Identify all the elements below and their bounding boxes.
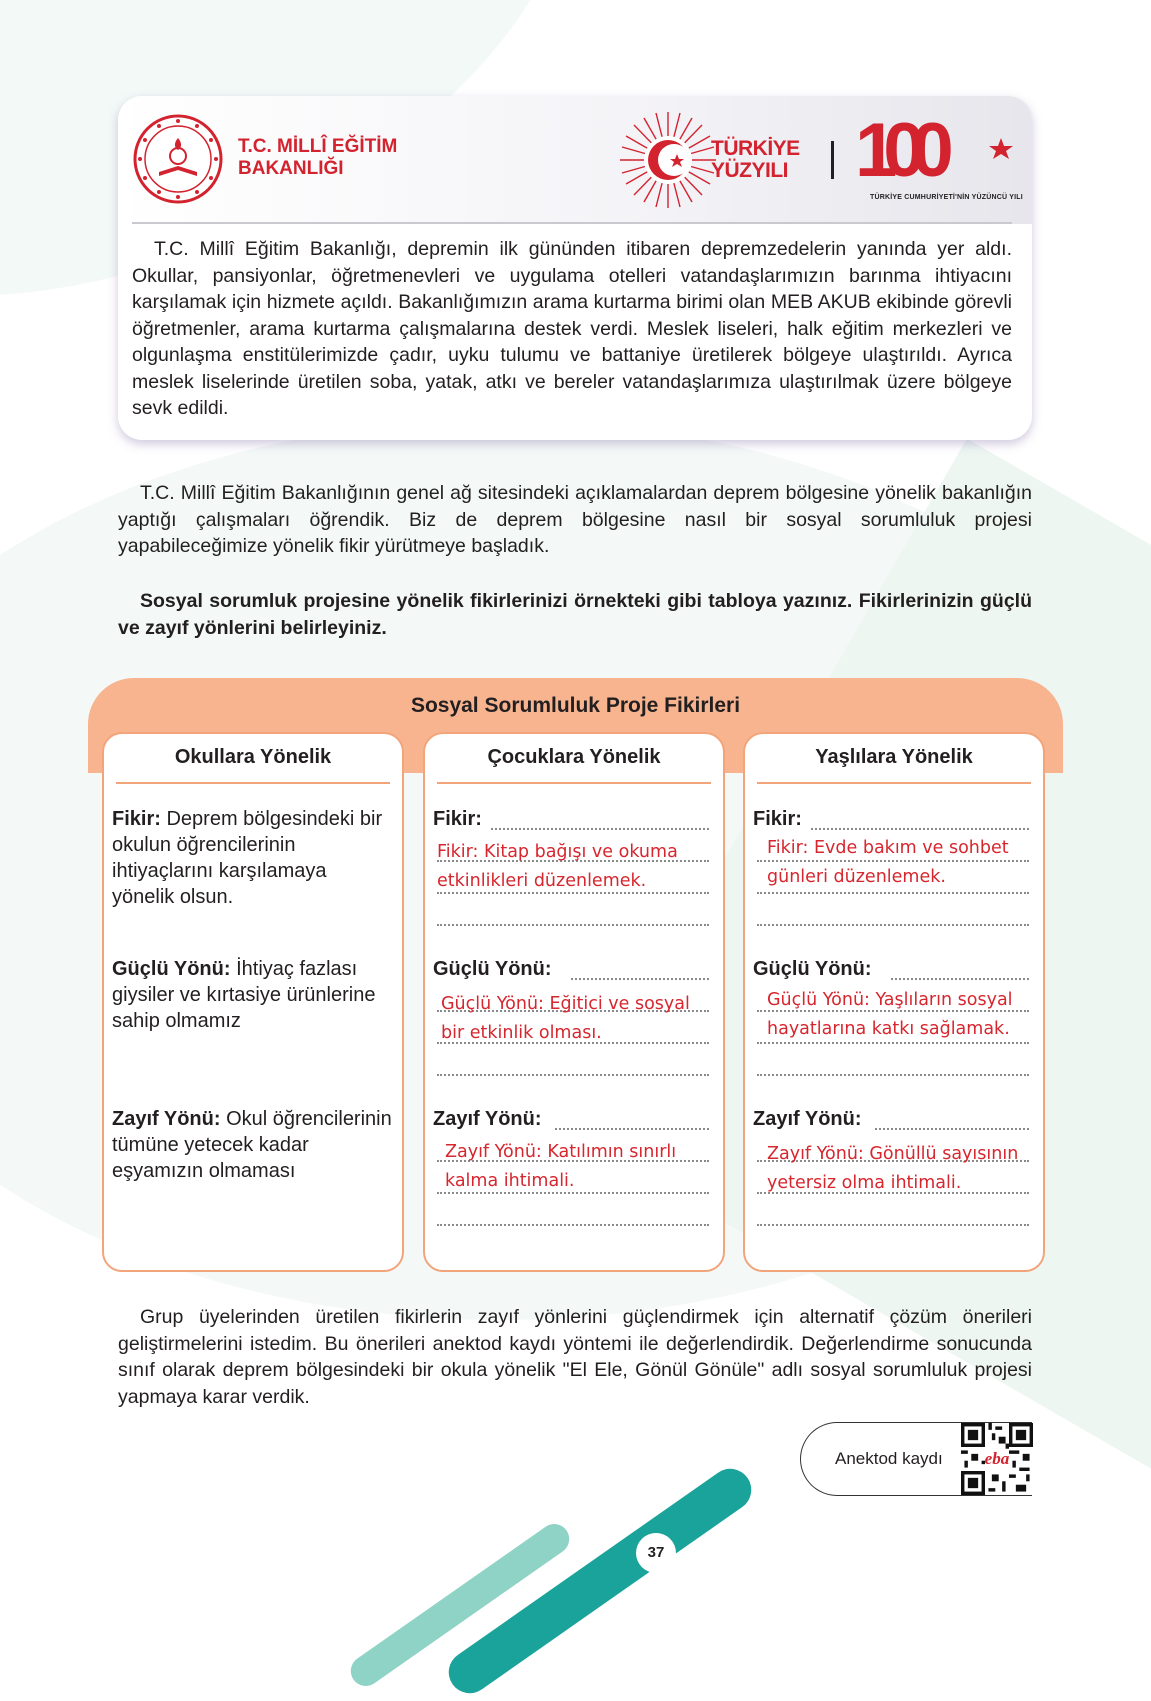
instruction-text: Sosyal sorumluk projesine yönelik fikirlerinizi örnekteki gibi tabloya yazınız. Fikirlerinizin güçlü ve zayıf yönlerini belirleyiniz. [118, 590, 1032, 639]
qr-link[interactable] [800, 1422, 1032, 1496]
idea-label: Fikir: [112, 808, 161, 830]
divider [132, 222, 1012, 224]
handwritten-weakness: Zayıf Yönü: Gönüllü sayısının yetersiz olma ihtimali. [767, 1144, 1019, 1193]
weakness-label: Zayıf Yönü: [753, 1108, 862, 1130]
svg-text:eba: eba [984, 1449, 1010, 1469]
qr-code-icon[interactable] [961, 1423, 1033, 1495]
turkiye-yuzyili-text [711, 138, 800, 182]
handwritten-strength: Güçlü Yönü: Eğitici ve sosyal bir etkinlik olması. [441, 994, 690, 1043]
svg-text:100: 100 [855, 108, 940, 188]
meb-name-line1: T.C. MİLLÎ EĞİTİM [238, 136, 398, 157]
handwritten-weakness: Zayıf Yönü: Katılımın sınırlı kalma ihtimali. [445, 1142, 677, 1191]
strength-label: Güçlü Yönü: [433, 958, 552, 980]
idea-text: Deprem bölgesindeki bir okulun öğrencilerinin ihtiyaçlarını karşılamaya yönelik olsun. [112, 808, 383, 908]
column-elderly [743, 732, 1045, 1272]
divider [437, 782, 711, 784]
answer-line [757, 1224, 1029, 1226]
column-schools [102, 732, 404, 1272]
idea-section [112, 806, 394, 910]
strength-label: Güçlü Yönü: [753, 958, 872, 980]
centennial-caption: TÜRKİYE CUMHURİYETİ'NİN YÜZÜNCÜ YILI [870, 194, 1023, 201]
answer-line [437, 1224, 709, 1226]
answer-line [891, 978, 1029, 980]
divider [757, 782, 1031, 784]
meb-name [238, 136, 397, 180]
page-number: 37 [636, 1533, 676, 1573]
divider [116, 782, 390, 784]
answer-line [555, 1128, 709, 1130]
paragraph-text: Grup üyelerinden üretilen fikirlerin zayıf yönlerini güçlendirmek için alternatif çözüm önerileri geliştirmelerini istedim. Bu önerileri anektod kaydı yöntemi ile değerlendirdik. Değerlendirme sonucunda sınıf olarak deprem bölgesindeki bir okula yönelik "El Ele, Gönül Gönüle" adlı sosyal sorumluluk projesi yapmaya karar verdik. [118, 1306, 1032, 1408]
instruction [118, 588, 1032, 641]
intro-card [118, 96, 1032, 440]
intro-text [132, 236, 1012, 422]
handwritten-idea: Fikir: Kitap bağışı ve okuma etkinlikleri düzenlemek. [437, 842, 678, 891]
answer-line [757, 892, 1029, 894]
answer-line [571, 978, 709, 980]
paragraph-text: T.C. Millî Eğitim Bakanlığının genel ağ sitesindeki açıklamalardan deprem bölgesine yönelik bakanlığın yaptığı çalışmaları öğrendik. Biz de deprem bölgesine nasıl bir sosyal sorumluluk projesi yapabileceğimize yönelik fikir yürütmeye başladık. [118, 482, 1032, 557]
answer-line [437, 1074, 709, 1076]
answer-line [491, 828, 709, 830]
intro-text-body: T.C. Millî Eğitim Bakanlığı, depremin ilk gününden itibaren depremzedelerin yanında yer aldı. Okullar, pansiyonlar, öğretmenevleri ve uygulama otelleri vatandaşlarımızın barınma ihtiyacını karşılamak için hizmete açıldı. Bakanlığımızın arama kurtarma birimi olan MEB AKUB ekibinde görevli öğretmenler, arama kurtarma çalışmalarına destek verdi. Meslek liseleri, halk eğitim merkezleri ve olgunlaşma enstitülerimizde çadır, uyku tulumu ve battaniye üretilerek bölgeye ulaştırıldı. Ayrıca meslek liselerinde üretilen soba, yatak, atkı ve bereler vatandaşlarımıza ulaştırılmak üzere bölgeye sevk edildi. [132, 238, 1012, 419]
weakness-text: Okul öğrencilerinin tümüne yetecek kadar eşyamızın olmaması [112, 1108, 392, 1182]
weakness-label: Zayıf Yönü: [433, 1108, 542, 1130]
answer-line [875, 1128, 1029, 1130]
paragraph [118, 1304, 1032, 1410]
strength-section [112, 956, 394, 1034]
answer-line [757, 1074, 1029, 1076]
answer-line [757, 924, 1029, 926]
table-title: Sosyal Sorumluluk Proje Fikirleri [410, 694, 741, 717]
divider [831, 141, 834, 179]
strength-label: Güçlü Yönü: [112, 958, 231, 980]
column-heading: Okullara Yönelik [174, 746, 332, 768]
centennial-100-logo [853, 108, 1023, 188]
meb-name-line2: BAKANLIĞI [238, 158, 344, 179]
strength-text: İhtiyaç fazlası giysiler ve kırtasiye ürünlerine sahip olmamız [112, 958, 376, 1032]
idea-label: Fikir: [433, 808, 482, 830]
answer-line [811, 828, 1029, 830]
column-heading: Çocuklara Yönelik [487, 746, 661, 768]
handwritten-idea: Fikir: Evde bakım ve sohbet günleri düzenlemek. [767, 838, 1009, 887]
weakness-section [112, 1106, 394, 1184]
logo-header [118, 96, 1032, 224]
answer-line [437, 924, 709, 926]
paragraph [118, 480, 1032, 560]
turkiye-yuzyili-emblem-icon [613, 110, 723, 210]
meb-seal-icon [133, 114, 223, 204]
qr-label: Anektod kaydı [835, 1449, 943, 1468]
ty-line1: TÜRKİYE [711, 137, 800, 160]
column-heading: Yaşlılara Yönelik [815, 746, 973, 768]
idea-label: Fikir: [753, 808, 802, 830]
weakness-label: Zayıf Yönü: [112, 1108, 221, 1130]
column-children [423, 732, 725, 1272]
handwritten-strength: Güçlü Yönü: Yaşlıların sosyal hayatlarına katkı sağlamak. [767, 990, 1013, 1039]
ty-line2: YÜZYILI [711, 159, 789, 182]
